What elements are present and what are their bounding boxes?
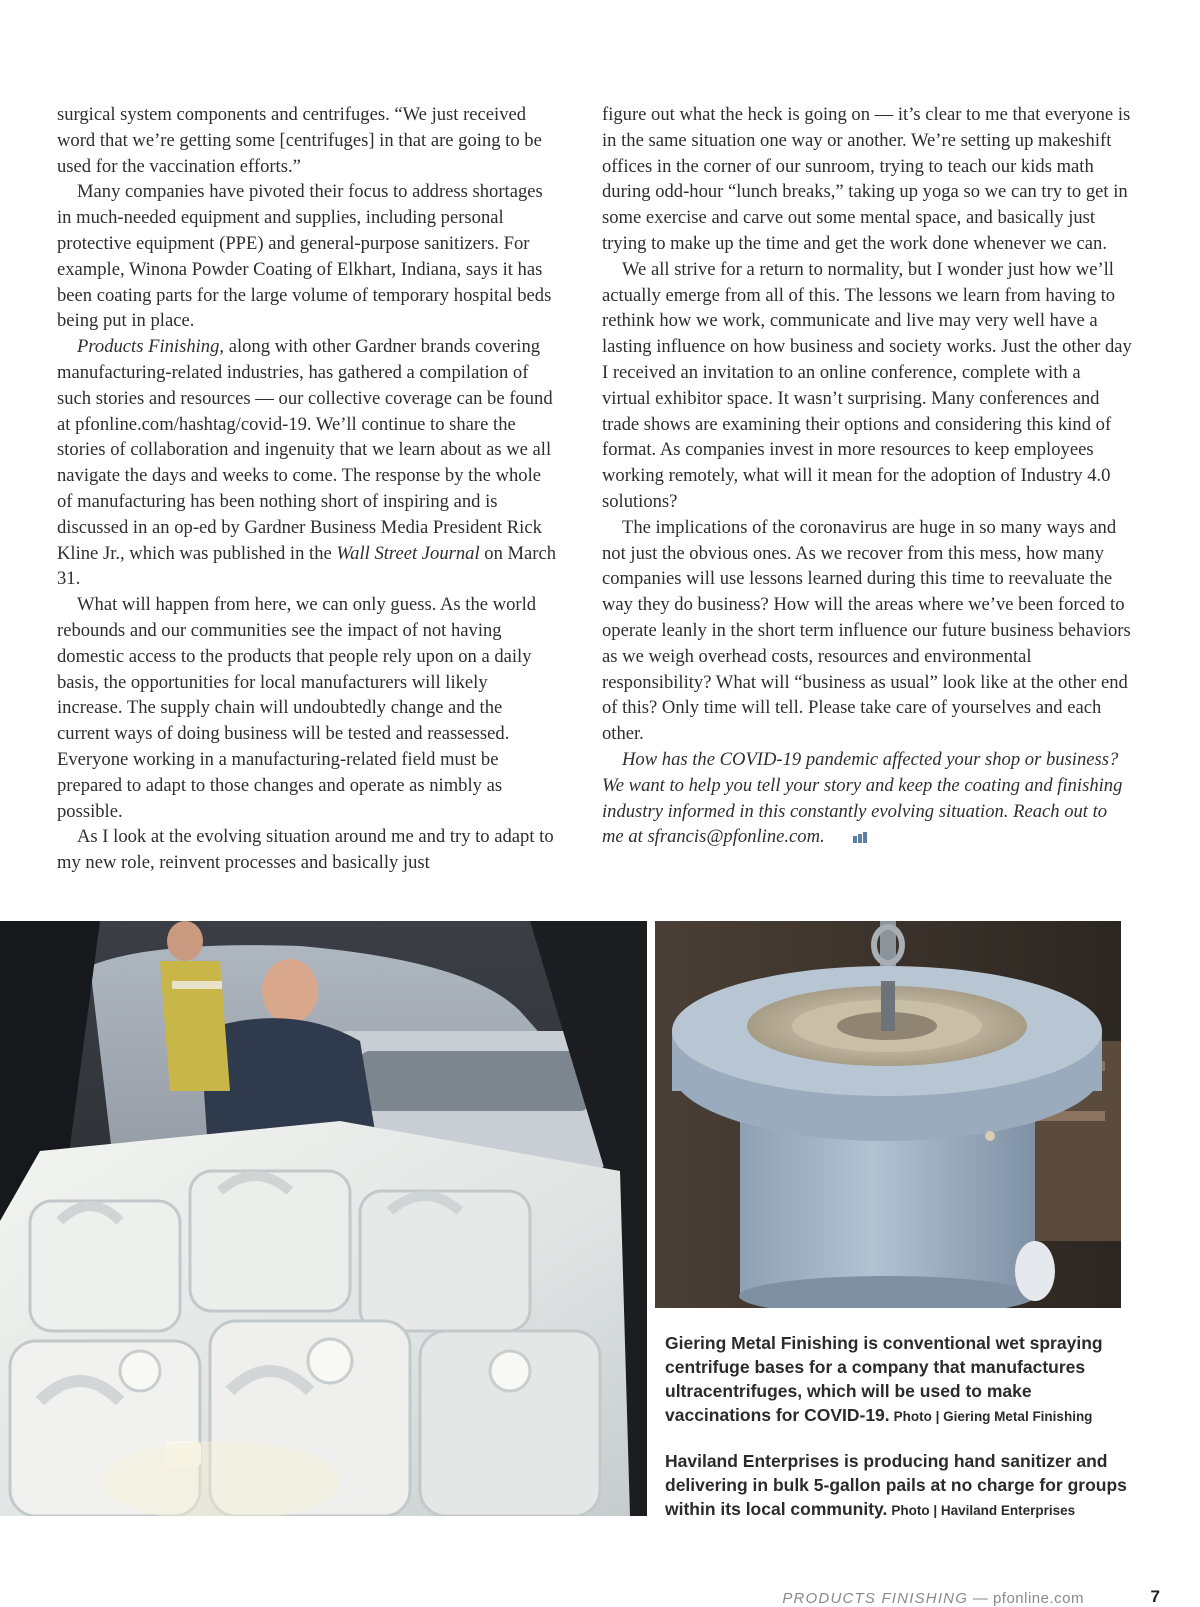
journal-name: Wall Street Journal [336, 542, 480, 564]
article-paragraph: Many companies have pivoted their focus to address shortages in much-needed equipment and supplies, including personal protective equipment (PPE) and general-purpose sanitizers. For example, Winona Powder Coating of Elkhart, Indiana, says it has been coating parts for the large volume of temporary hospital beds being put in place. [57, 181, 552, 332]
page-footer: PRODUCTS FINISHING — pfonline.com [782, 1590, 1084, 1607]
article-column-right [602, 102, 1132, 851]
photo-caption: Haviland Enterprises is producing hand sanitizer and delivering in bulk 5-gallon pails at no charge for groups within its local community. Photo | Haviland Enterprises [665, 1451, 1127, 1519]
page-number: 7 [1150, 1587, 1160, 1606]
article-paragraph: Products Finishing, along with other Gardner brands covering manufacturing-related industries, has gathered a compilation of such stories and resources — our collective coverage can be found at pfonline.com/hashtag/covid-19. We’ll continue to share the stories of collaboration and ingenuity that we learn about as we all navigate the days and weeks to come. The response by the whole of manufacturing has been nothing short of inspiring and is discussed in an op-ed by Gardner Business Media President Rick Kline Jr., which was published in the Wall Street Journal on March 31. [57, 336, 557, 590]
publication-name: Products Finishing [77, 336, 220, 358]
magazine-name: PRODUCTS FINISHING [782, 1590, 969, 1607]
photo-sanitizer-delivery [0, 921, 647, 1516]
article-paragraph: We all strive for a return to normality, but I wonder just how we’ll actually emerge from all of this. The lessons we learn from having to rethink how we work, communicate and live may very well have a lasting influence on how business and society works. Just the other day I received an invitation to an online conference, complete with a virtual exhibitor space. It wasn’t surprising. Many conferences and trade shows are examining their options and considering this kind of format. As companies invest in more resources to keep employees working remotely, what will it mean for the adoption of Industry 4.0 solutions? [602, 258, 1132, 512]
article-paragraph: The implications of the coronavirus are huge in so many ways and not just the obvious ones. As we recover from this mess, how many companies will use lessons learned during this time to reevaluate the way they do business? How will the areas where we’ve been forced to operate leanly in the short term influence our future business behaviors as we weigh overhead costs, resources and environmental responsibility? What will “business as usual” look like at the other end of this? Only time will tell. Please take care of yourselves and each other. [602, 516, 1131, 745]
article-paragraph: What will happen from here, we can only guess. As the world rebounds and our communities see the impact of not having domestic access to the products that people rely upon on a daily basis, the opportunities for local manufacturers will likely increase. The supply chain will undoubtedly change and the current ways of doing business will be tested and reassessed. Everyone working in a manufacturing-related field must be prepared to adapt to those changes and operate as nimbly as possible. [57, 594, 537, 822]
end-of-article-icon [833, 825, 868, 851]
article-column-left [57, 102, 557, 876]
article-paragraph: figure out what the heck is going on — it’s clear to me that everyone is in the same situation one way or another. We’re setting up makeshift offices in the corner of our sunroom, trying to teach our kids math during odd-hour “lunch breaks,” taking up yoga so we can try to get in some exercise and carve out some mental space, and basically just trying to make up the time and get the work done whenever we can. [602, 104, 1131, 254]
photo-centrifuge-base [655, 921, 1121, 1308]
closing-note: How has the COVID-19 pandemic affected your shop or business? We want to help you tell your story and keep the coating and finishing industry informed in this constantly evolving situation. Reach out to me at sfrancis@pfonline.com. [602, 747, 1132, 851]
site-link[interactable]: pfonline.com [992, 1590, 1084, 1607]
photo-caption: Giering Metal Finishing is conventional wet spraying centrifuge bases for a company that manufactures ultracentrifuges, which will be used to make vaccinations for COVID-19. Photo | Giering Metal Finishing [665, 1333, 1103, 1425]
article-paragraph: surgical system components and centrifuges. “We just received word that we’re getting some [centrifuges] in that are going to be used for the vaccination efforts.” [57, 104, 542, 177]
article-paragraph: As I look at the evolving situation around me and try to adapt to my new role, reinvent processes and basically just [57, 826, 554, 874]
photo-credit: Photo | Giering Metal Finishing [893, 1409, 1093, 1424]
photo-credit: Photo | Haviland Enterprises [891, 1503, 1076, 1518]
